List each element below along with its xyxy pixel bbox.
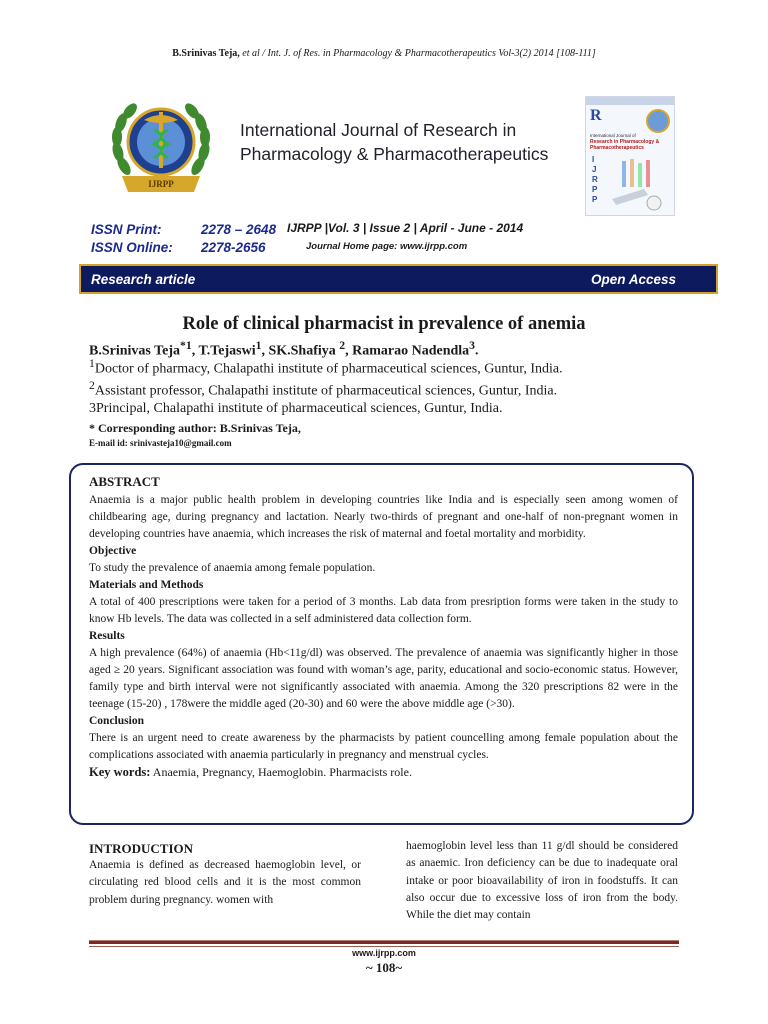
introduction-text-right: haemoglobin level less than 11 g/dl should be considered as anaemic. Iron deficiency can be due to inadequate oral intake or poor bioavailability of iron in foodstuffs. It can also occur due to excessive loss of iron from the body. While the diet may contain [406,840,678,922]
introduction-heading: INTRODUCTION [89,841,194,856]
page-number: ~ 108~ [365,960,403,975]
corresponding-author: * Corresponding author: B.Srinivas Teja, [89,421,301,435]
cover-subtitle: International Journal of [590,133,636,138]
author-email: E-mail id: srinivasteja10@gmail.com [89,438,232,448]
affiliation-text: Doctor of pharmacy, Chalapathi institute of pharmaceutical sciences, Guntur, India. [94,361,563,377]
footer-divider [89,940,679,944]
footer-url: www.ijrpp.com [352,948,416,958]
author-name: SK.Shafiya [268,343,340,359]
intro-column-left [89,840,361,909]
abstract-box [69,463,694,825]
objective-heading: Objective [89,545,137,557]
issn-online-label: ISSN Online: [91,240,173,255]
cover-rx: R [590,107,602,124]
cover-letter: R [592,175,598,184]
affiliation-sup: 1 [89,357,95,370]
journal-title [240,118,570,166]
issn-print-label: ISSN Print: [91,222,162,237]
methods-text: A total of 400 prescriptions were taken for a period of 3 months. Lab data from presription forms were taken in the study to know Hb levels. The data was collected in a self administered data collection form. [89,596,678,625]
author-affil-sup: 1 [255,339,262,352]
author-list: B.Srinivas Teja$^{*1}$, T.Tejaswi$^1$, SK.Shafiya $^2$, Ramarao Nadendla$^3$. [89,339,479,359]
author-name: T.Tejaswi [198,343,256,359]
cover-letter: I [592,155,595,164]
journal-home-page: Journal Home page: www.ijrpp.com [306,241,468,252]
running-head-author: B.Srinivas Teja, [172,48,240,59]
cover-letters [592,155,598,205]
running-head-citation: et al / Int. J. of Res. in Pharmacology & Pharmacotherapeutics Vol-3(2) 2014 [108-111] [239,48,596,59]
results-text: A high prevalence (64%) of anaemia (Hb<11g/dl) was observed. The prevalence of anaemia was significantly higher in those aged ≥ 20 years. Significant association was found with woman’s age, parity, educational and socio-economic status. However, family type and birth interval were not significantly associated with anaemia. Among the 320 prescriptions 82 were in the teenage (15-20) , 178were the middle aged (20-30) and 60 were the above middle age (>30). [89,647,678,710]
open-access-label: Open Access [590,271,676,287]
cover-lab-illustration-icon [604,155,674,215]
author-affil-sup: *1 [180,339,192,352]
journal-cover-image [585,96,675,216]
journal-logo [104,96,218,202]
affiliation-sup: 2 [89,379,95,392]
keywords-label: Key words: [89,765,151,779]
affiliation [89,401,502,417]
introduction-text-left: Anaemia is defined as decreased haemoglobin level, or circulating red blood cells and it is the most common problem during pregnancy. women with [89,859,361,906]
cover-letter: P [592,185,598,194]
abstract-heading: ABSTRACT [89,474,160,489]
cover-letter: P [592,195,598,204]
cover-title: Research in Pharmacology & Pharmacotherapeutics [590,139,660,151]
issue-line: IJRPP |Vol. 3 | Issue 2 | April - June - 2014 [287,221,524,235]
author-name: Ramarao Nadendla [352,343,470,359]
keywords-text: Anaemia, Pregnancy, Haemoglobin. Pharmacists role. [150,765,412,779]
cover-letter: J [592,165,597,174]
intro-column-right [406,838,678,924]
results-heading: Results [89,630,125,642]
cover-seal-icon [646,109,670,133]
objective-text: To study the prevalence of anaemia among female population. [89,562,376,574]
affiliation-text: 3Principal, Chalapathi institute of pharmaceutical sciences, Guntur, India. [89,401,503,416]
methods-heading: Materials and Methods [89,579,204,591]
issn-block [91,221,276,257]
abstract-intro: Anaemia is a major public health problem in developing countries like India and is especially seen among women of childbearing age, during pregnancy and lactation. Nearly two-thirds of pregnant and one-half of non-pregnant women in developing countries have anaemia, which increases the risk of maternal and foetal mortality and morbidity. [89,494,678,540]
affiliation [89,357,563,378]
conclusion-heading: Conclusion [89,715,144,727]
author-affil-sup: 3 [469,339,475,352]
conclusion-text: There is an urgent need to create awareness by the pharmacists by patient councelling among female population about the complications associated with anaemia particularly in pregnancy and menstrual cycles. [89,732,678,761]
paper-title: Role of clinical pharmacist in prevalence of anemia [182,314,586,334]
author-affil-sup: 2 [339,339,346,352]
running-head [0,48,768,59]
journal-title-line2: Pharmacology & Pharmacotherapeutics [240,144,549,164]
author-name: B.Srinivas Teja [89,343,181,359]
journal-title-line1: International Journal of Research in [240,120,517,140]
article-type-label: Research article [91,271,196,287]
issn-print-value: 2278 – 2648 [201,222,277,237]
issn-online-value: 2278-2656 [201,240,266,255]
affiliation [89,379,557,400]
logo-ribbon-text: IJRPP [148,179,174,189]
footer-divider-thin [89,946,679,947]
keywords [89,764,678,781]
article-type-banner [79,264,718,294]
affiliation-text: Assistant professor, Chalapathi institute of pharmaceutical sciences, Guntur, India. [94,383,558,399]
